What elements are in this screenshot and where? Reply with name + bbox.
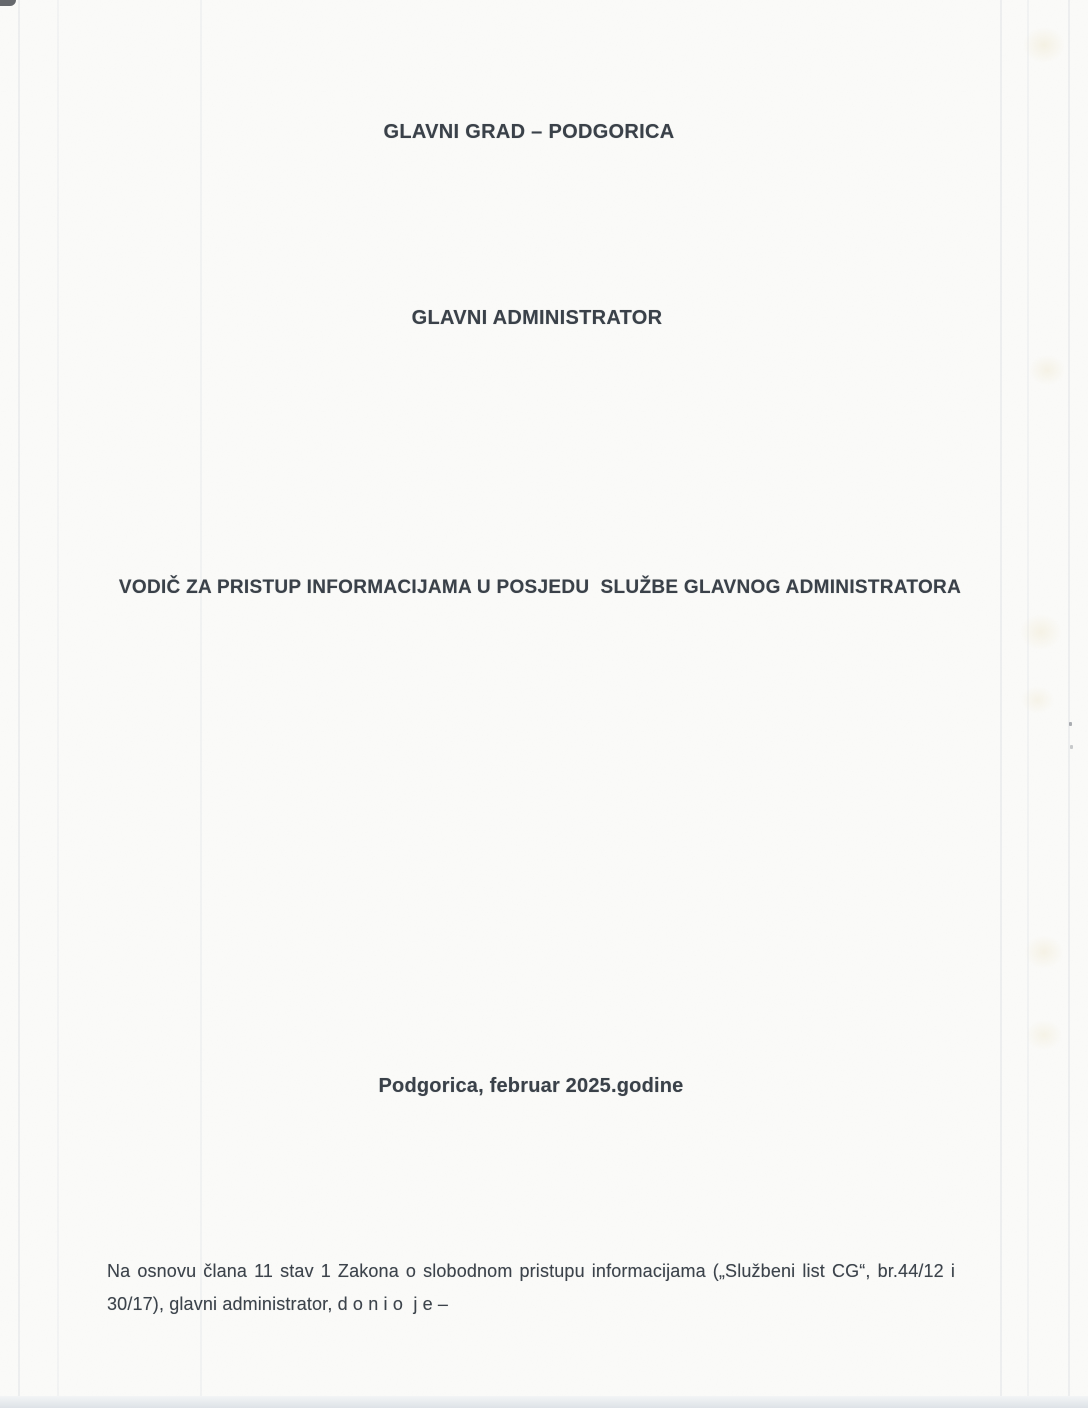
scan-discoloration-band bbox=[1012, 0, 1076, 1408]
scan-streak bbox=[57, 0, 59, 1408]
document-title: VODIČ ZA PRISTUP INFORMACIJAMA U POSJEDU SLUŽBE GLAVNOG ADMINISTRATORA bbox=[118, 577, 962, 598]
scan-streak bbox=[1068, 0, 1070, 1408]
place-date-line: Podgorica, februar 2025.godine bbox=[378, 1075, 684, 1097]
scan-streak bbox=[200, 0, 202, 1408]
header-city-line: GLAVNI GRAD – PODGORICA bbox=[383, 121, 675, 143]
scan-corner-mark bbox=[0, 0, 16, 6]
scan-speck bbox=[1070, 745, 1073, 749]
intro-paragraph: Na osnovu člana 11 stav 1 Zakona o slobodnom pristupu informacijama („Službeni list CG“, br.44/12 i 30/17), glavni administrator, d o n i o j e – bbox=[107, 1261, 955, 1314]
scan-bottom-edge bbox=[0, 1396, 1088, 1408]
scan-streak bbox=[18, 0, 20, 1408]
scan-streak bbox=[1000, 0, 1002, 1408]
scan-speck bbox=[1069, 722, 1072, 726]
scan-streak bbox=[1027, 0, 1029, 1408]
header-office-line: GLAVNI ADMINISTRATOR bbox=[411, 307, 663, 329]
